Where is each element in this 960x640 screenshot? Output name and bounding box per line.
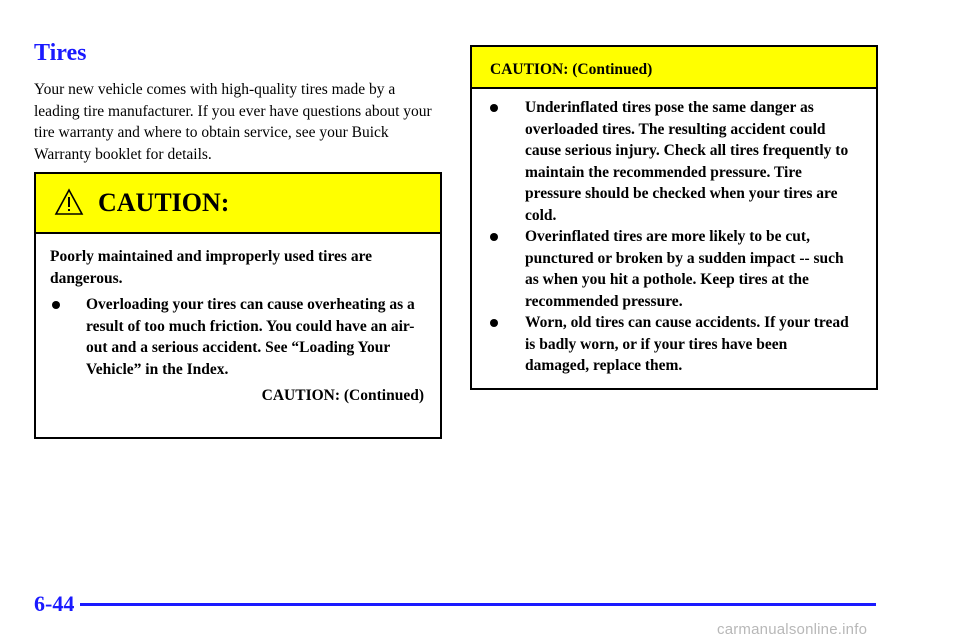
list-item [488,312,860,377]
caution-header-continued [472,47,876,89]
caution-body [472,89,876,377]
bullet-text: Underinflated tires pose the same danger as overloaded tires. The resulting accident could cause serious injury. Check all tires frequently to maintain the recommended pressure. Tire pressure should be checked when your tires are cold. [525,99,849,224]
caution-box-left [34,172,442,439]
caution-lead-text: Poorly maintained and improperly used tires are dangerous. [50,248,373,287]
watermark: carmanualsonline.info [717,621,868,638]
bullet-icon [490,319,498,327]
page-title: Tires [34,40,87,66]
warning-triangle-icon [54,188,84,216]
bullet-icon [490,233,498,241]
list-item [488,226,860,312]
bullet-text: Worn, old tires can cause accidents. If your tread is badly worn, or if your tires have been damaged, replace them. [525,314,849,374]
footer-divider [80,603,876,606]
caution-bullet-list [488,97,860,377]
caution-bullet-list [50,294,424,380]
caution-body [36,234,440,407]
bullet-text: Overinflated tires are more likely to be cut, punctured or broken by a sudden impact -- such as when you hit a pothole. Keep tires at the recommended pressure. [525,228,844,310]
caution-continued-heading: CAUTION: (Continued) [490,61,653,78]
caution-header [36,174,440,234]
caution-continued-label: CAUTION: (Continued) [261,387,424,404]
list-item [50,294,424,380]
intro-paragraph: Your new vehicle comes with high-quality tires made by a leading tire manufacturer. If you ever have questions about your tire warranty and where to obtain service, see your Buick Warranty booklet for details. [34,81,432,163]
caution-heading: CAUTION: [98,188,230,217]
page-number: 6-44 [34,591,75,616]
bullet-icon [490,104,498,112]
caution-box-right [470,45,878,390]
list-item [488,97,860,226]
bullet-text: Overloading your tires can cause overheating as a result of too much friction. You could have an air-out and a serious accident. See “Loading Your Vehicle” in the Index. [86,296,415,378]
bullet-icon [52,301,60,309]
